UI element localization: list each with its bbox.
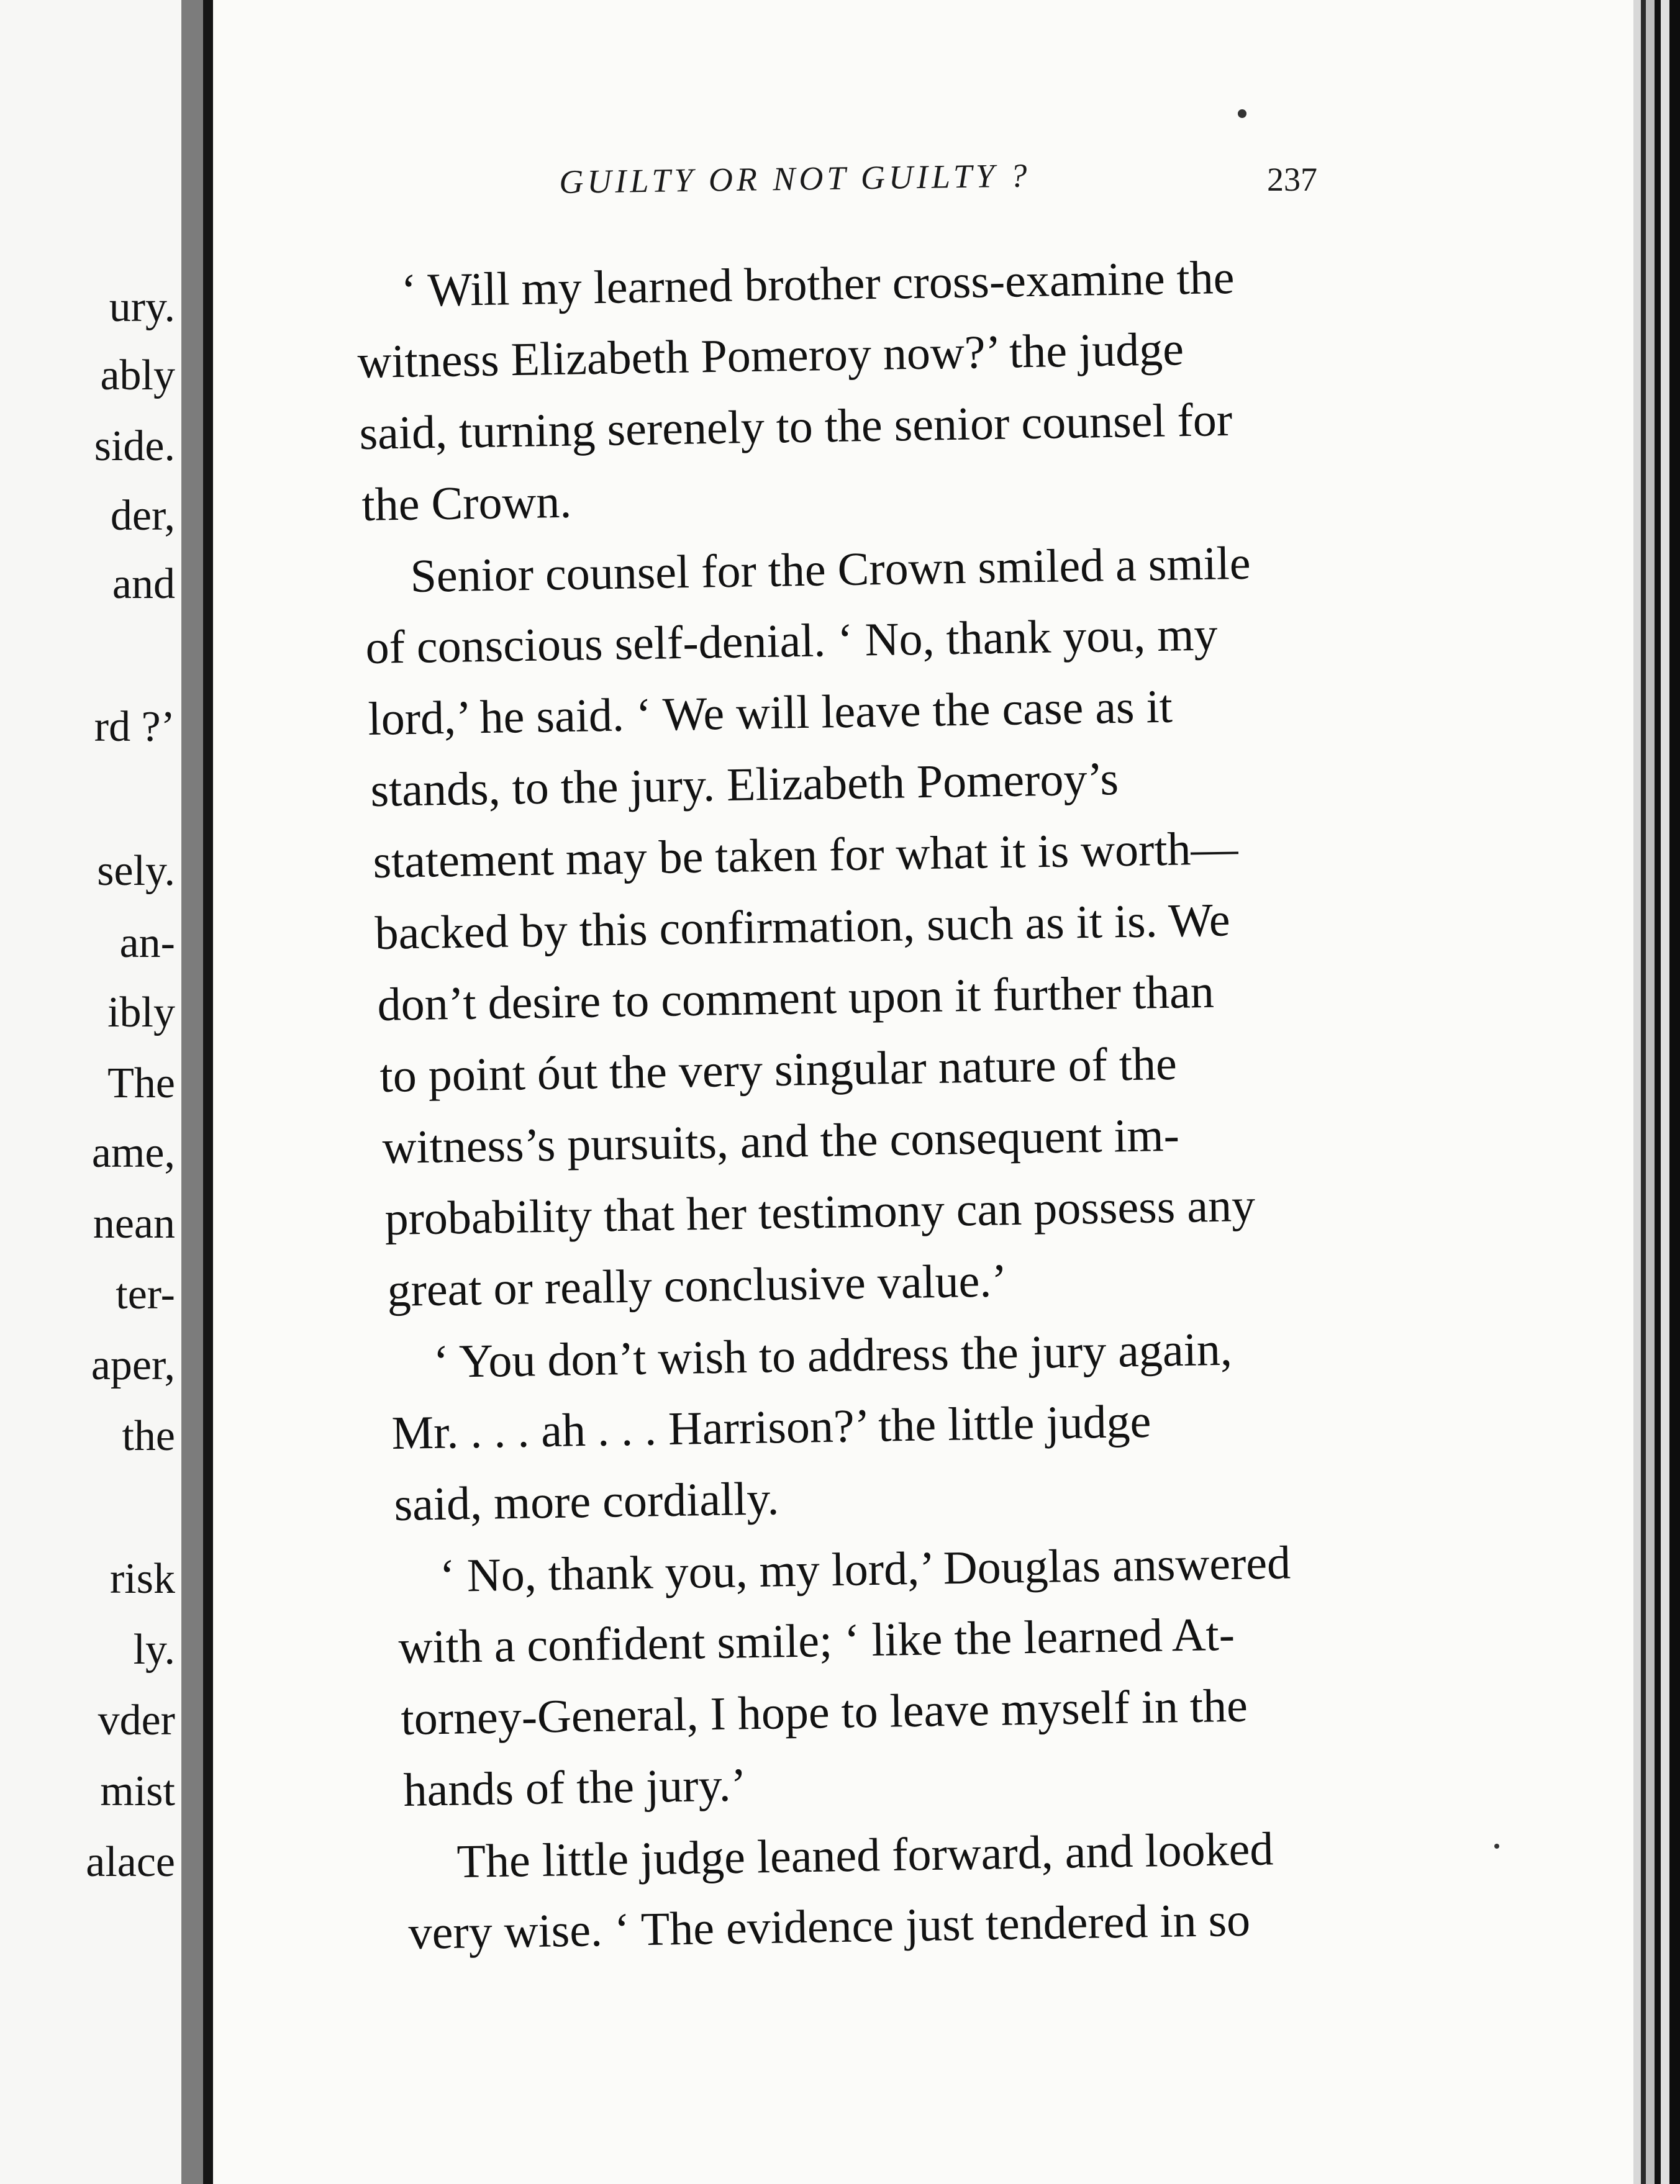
text-line: hands of the jury.’	[402, 1759, 747, 1816]
left-page-fragment: ly.	[133, 1626, 175, 1674]
page-number: 237	[1267, 161, 1317, 198]
ink-speck	[1238, 109, 1246, 118]
text-line: to point óut the very singular nature of the	[379, 1037, 1178, 1102]
text-line: said, more cordially.	[393, 1472, 779, 1531]
text-line: ‘ Will my learned brother cross-examine the	[400, 251, 1235, 317]
book-gutter-shadow	[181, 0, 203, 2184]
left-page-fragment: risk	[110, 1555, 175, 1603]
text-line: stands, to the jury. Elizabeth Pomeroy’s	[370, 753, 1119, 817]
left-page-fragment: der,	[110, 492, 175, 540]
left-page-fragment: alace	[86, 1838, 175, 1886]
left-page-fragment: ter-	[116, 1271, 175, 1318]
text-line: ‘ No, thank you, my lord,’ Douglas answered	[438, 1536, 1291, 1602]
text-line: of conscious self-denial. ‘ No, thank you, my	[365, 608, 1219, 674]
text-line: statement may be taken for what it is worth—	[372, 822, 1239, 888]
page-edges	[1633, 0, 1680, 2184]
left-page-fragment: and	[112, 560, 175, 608]
left-page-fragment: aper,	[91, 1341, 175, 1389]
left-page-fragment: The	[107, 1059, 175, 1107]
left-page-fragment: ury.	[109, 283, 175, 331]
left-page-fragment: sely.	[97, 847, 175, 895]
left-page-fragment: mist	[100, 1767, 175, 1815]
text-line: probability that her testimony can possess any	[384, 1179, 1256, 1245]
text-line: lord,’ he said. ‘ We will leave the case as it	[367, 680, 1173, 745]
text-line: the Crown.	[361, 475, 572, 531]
left-page-fragment: ame,	[91, 1129, 175, 1177]
text-line: witness Elizabeth Pomeroy now?’ the judge	[356, 323, 1184, 388]
text-line: with a confident smile; ‘ like the learned At-	[397, 1608, 1235, 1674]
left-page-fragment: vder	[98, 1697, 175, 1744]
left-page-fragment: nean	[93, 1200, 175, 1248]
ink-speck	[1494, 1844, 1499, 1849]
text-line: very wise. ‘ The evidence just tendered in so	[407, 1893, 1251, 1959]
left-page-fragment: rd ?’	[94, 703, 175, 751]
left-page-fragment: ibly	[107, 989, 175, 1036]
text-line: ‘ You don’t wish to address the jury again,	[432, 1323, 1233, 1388]
text-line: witness’s pursuits, and the consequent im-	[381, 1108, 1180, 1174]
running-title: GUILTY OR NOT GUILTY ?	[559, 156, 1031, 201]
left-facing-page	[0, 0, 181, 2184]
left-page-fragment: an-	[119, 919, 175, 967]
left-page-fragment: the	[122, 1412, 175, 1460]
left-page-fragment: ably	[100, 351, 175, 399]
text-line: said, turning serenely to the senior counsel for	[358, 393, 1233, 460]
book-binding	[203, 0, 213, 2184]
text-line: torney-General, I hope to leave myself in the	[400, 1679, 1248, 1745]
left-page-fragment: side.	[94, 422, 175, 470]
text-line: don’t desire to comment upon it further than	[376, 965, 1215, 1031]
text-line: great or really conclusive value.’	[386, 1254, 1008, 1316]
text-line: Senior counsel for the Crown smiled a smile	[409, 537, 1251, 602]
text-line: backed by this confirmation, such as it is. We	[374, 894, 1231, 959]
text-line: The little judge leaned forward, and looked	[456, 1823, 1274, 1888]
text-line: Mr. . . . ah . . . Harrison?’ the little judge	[391, 1395, 1151, 1459]
